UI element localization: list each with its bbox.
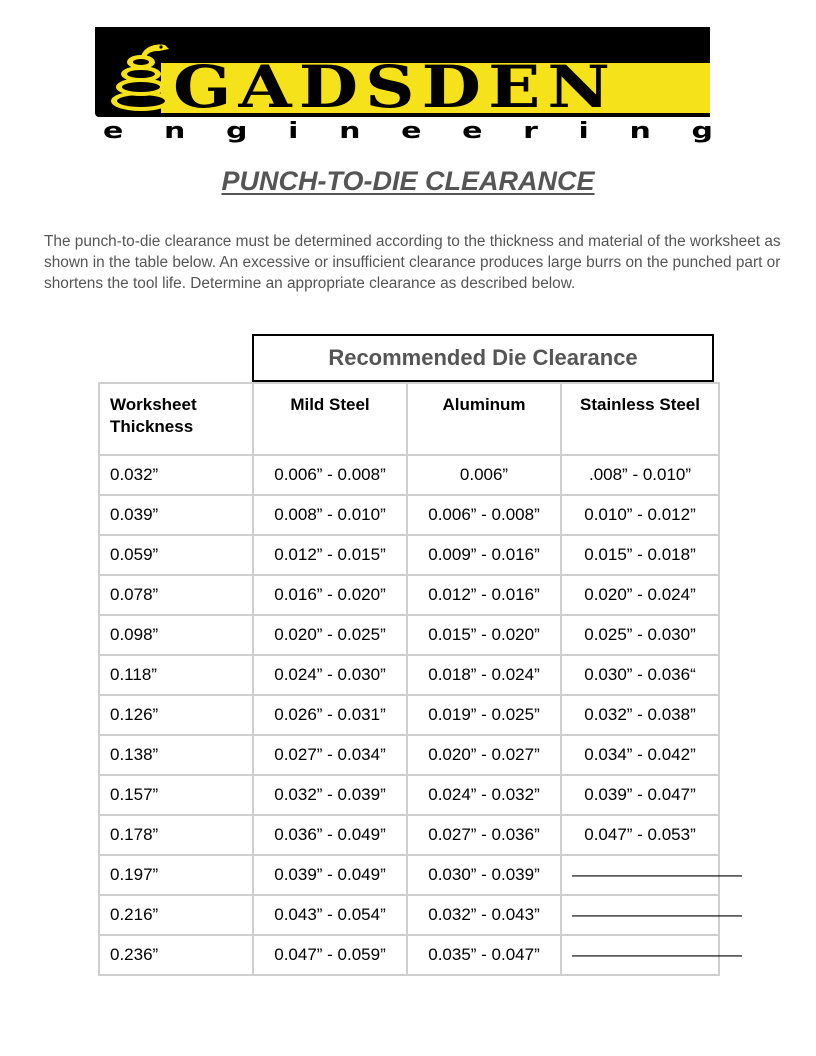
cell-aluminum: 0.027” - 0.036” — [407, 815, 561, 855]
cell-thickness: 0.138” — [99, 735, 253, 775]
cell-thickness: 0.032” — [99, 455, 253, 495]
table-row — [99, 615, 719, 655]
logo-sub-letter: r — [523, 117, 538, 144]
table-row — [99, 855, 719, 895]
logo-sub-letter: e — [401, 117, 422, 144]
cell-thickness: 0.078” — [99, 575, 253, 615]
table-row — [99, 815, 719, 855]
intro-paragraph: The punch-to-die clearance must be determined according to the thickness and material of the worksheet as shown in the table below. An excessive or insufficient clearance produces large burrs on the punched part or shortens the tool life. Determine an appropriate clearance as described below. — [44, 233, 781, 292]
cell-aluminum: 0.032” - 0.043” — [407, 895, 561, 935]
header-aluminum: Aluminum — [407, 383, 561, 455]
cell-aluminum: 0.030” - 0.039” — [407, 855, 561, 895]
cell-thickness: 0.126” — [99, 695, 253, 735]
table-row — [99, 535, 719, 575]
logo-sub-letter: n — [339, 117, 361, 144]
cell-thickness: 0.157” — [99, 775, 253, 815]
cell-stainless-steel: 0.010” - 0.012” — [561, 495, 719, 535]
cell-stainless-steel: 0.020” - 0.024” — [561, 575, 719, 615]
table-row — [99, 455, 719, 495]
cell-aluminum: 0.035” - 0.047” — [407, 935, 561, 975]
coiled-snake-icon — [103, 35, 183, 115]
cell-thickness: 0.059” — [99, 535, 253, 575]
logo-sub-letter: i — [288, 117, 299, 144]
table-row — [99, 655, 719, 695]
page-title: PUNCH-TO-DIE CLEARANCE — [221, 166, 595, 196]
cell-thickness: 0.118” — [99, 655, 253, 695]
clearance-table — [98, 382, 742, 976]
cell-mild-steel: 0.012” - 0.015” — [253, 535, 407, 575]
header-mild-steel: Mild Steel — [253, 383, 407, 455]
cell-stainless-steel: 0.015” - 0.018” — [561, 535, 719, 575]
cell-stainless-steel: 0.032” - 0.038” — [561, 695, 719, 735]
logo-subtitle — [103, 119, 713, 142]
logo-sub-letter: e — [462, 117, 483, 144]
table-row — [99, 895, 719, 935]
cell-stainless-steel: 0.025” - 0.030” — [561, 615, 719, 655]
logo-sub-letter: n — [629, 117, 651, 144]
logo-sub-letter: n — [164, 117, 186, 144]
cell-mild-steel: 0.024” - 0.030” — [253, 655, 407, 695]
cell-stainless-steel: 0.039” - 0.047” — [561, 775, 719, 815]
cell-stainless-steel: —————————— — [561, 935, 719, 975]
cell-mild-steel: 0.016” - 0.020” — [253, 575, 407, 615]
cell-mild-steel: 0.047” - 0.059” — [253, 935, 407, 975]
logo-initial: G — [173, 53, 239, 121]
header-stainless-steel: Stainless Steel — [561, 383, 719, 455]
cell-mild-steel: 0.043” - 0.054” — [253, 895, 407, 935]
cell-stainless-steel: 0.034” - 0.042” — [561, 735, 719, 775]
recommended-die-clearance-header: Recommended Die Clearance — [252, 334, 714, 382]
cell-mild-steel: 0.026” - 0.031” — [253, 695, 407, 735]
cell-stainless-steel: 0.047” - 0.053” — [561, 815, 719, 855]
cell-stainless-steel: 0.030” - 0.036“ — [561, 655, 719, 695]
cell-mild-steel: 0.027” - 0.034” — [253, 735, 407, 775]
table-row — [99, 775, 719, 815]
header-worksheet-thickness: Worksheet Thickness — [99, 383, 253, 455]
cell-stainless-steel: —————————— — [561, 895, 719, 935]
table-row — [99, 695, 719, 735]
cell-mild-steel: 0.036” - 0.049” — [253, 815, 407, 855]
cell-aluminum: 0.019” - 0.025” — [407, 695, 561, 735]
cell-aluminum: 0.018” - 0.024” — [407, 655, 561, 695]
cell-thickness: 0.216” — [99, 895, 253, 935]
cell-stainless-steel: .008” - 0.010” — [561, 455, 719, 495]
table-body — [99, 455, 742, 975]
cell-mild-steel: 0.032” - 0.039” — [253, 775, 407, 815]
cell-aluminum: 0.012” - 0.016” — [407, 575, 561, 615]
logo-sub-letter: g — [691, 117, 713, 144]
logo-sub-letter: i — [578, 117, 589, 144]
logo-wordmark-text: ADSDEN — [238, 53, 617, 121]
table-row — [99, 935, 719, 975]
cell-mild-steel: 0.039” - 0.049” — [253, 855, 407, 895]
cell-aluminum: 0.009” - 0.016” — [407, 535, 561, 575]
cell-aluminum: 0.024” - 0.032” — [407, 775, 561, 815]
cell-thickness: 0.236” — [99, 935, 253, 975]
cell-thickness: 0.039” — [99, 495, 253, 535]
gadsden-engineering-logo — [95, 27, 713, 147]
table-row — [99, 735, 719, 775]
cell-stainless-steel: —————————— — [561, 855, 719, 895]
logo-sub-letter: e — [103, 117, 124, 144]
cell-thickness: 0.197” — [99, 855, 253, 895]
table-header-row — [99, 383, 719, 455]
cell-aluminum: 0.020” - 0.027” — [407, 735, 561, 775]
logo-wordmark — [173, 53, 617, 121]
cell-thickness: 0.098” — [99, 615, 253, 655]
cell-mild-steel: 0.008” - 0.010” — [253, 495, 407, 535]
cell-mild-steel: 0.020” - 0.025” — [253, 615, 407, 655]
cell-aluminum: 0.015” - 0.020” — [407, 615, 561, 655]
table-row — [99, 575, 719, 615]
cell-thickness: 0.178” — [99, 815, 253, 855]
cell-aluminum: 0.006” - 0.008” — [407, 495, 561, 535]
cell-aluminum: 0.006” — [407, 455, 561, 495]
logo-sub-letter: g — [226, 117, 248, 144]
table-row — [99, 495, 719, 535]
cell-mild-steel: 0.006” - 0.008” — [253, 455, 407, 495]
